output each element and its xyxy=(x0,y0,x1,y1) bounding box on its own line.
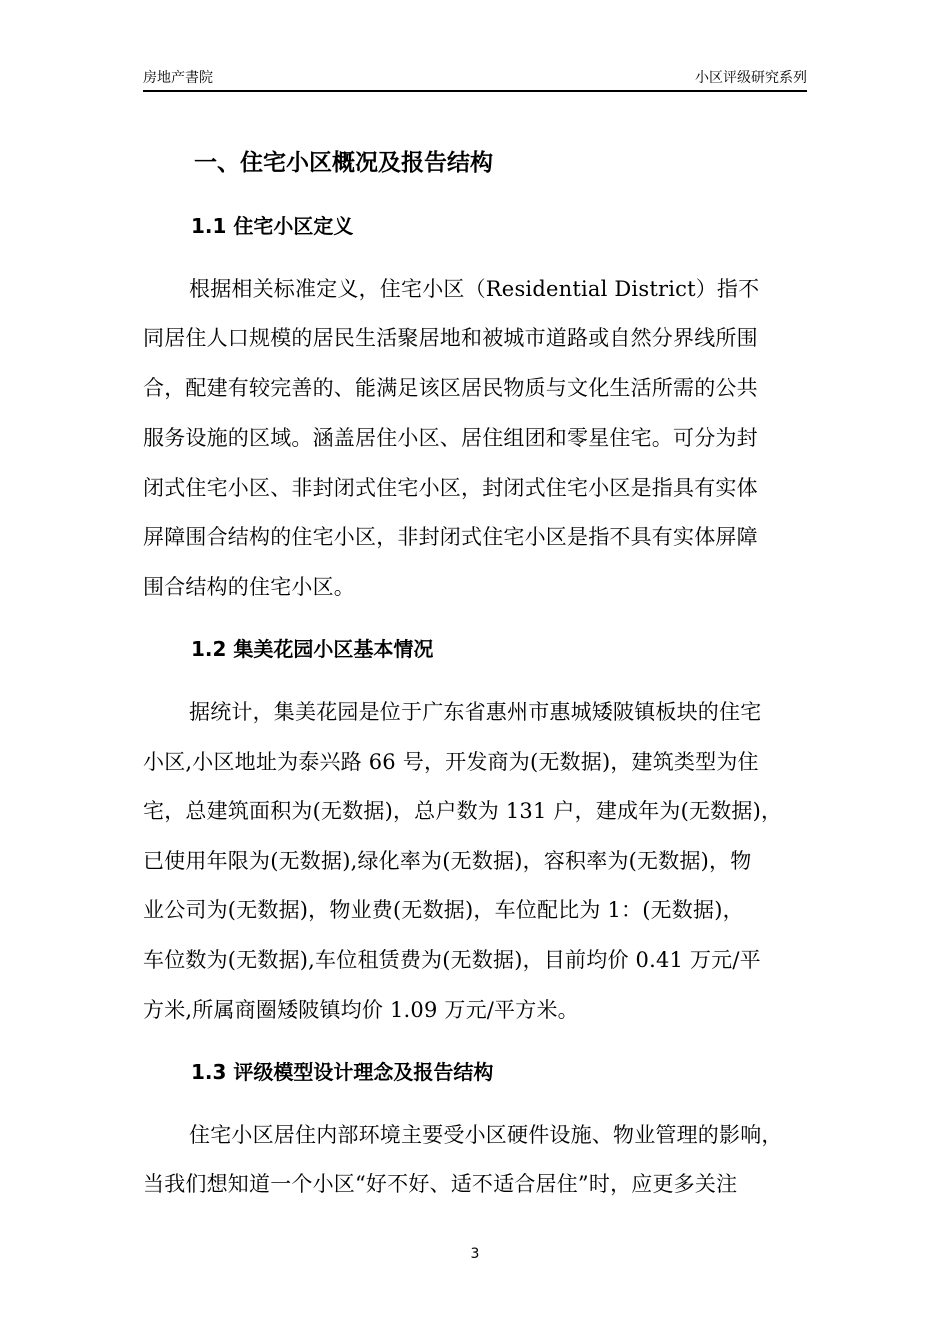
header-series-title: 小区评级研究系列 xyxy=(695,70,807,86)
paragraph-line: 方米,所属商圈矮陂镇均价 1.09 万元/平方米。 xyxy=(143,998,579,1022)
paragraph-line: 当我们想知道一个小区“好不好、适不适合居住”时，应更多关注 xyxy=(143,1172,738,1196)
paragraph-line: 闭式住宅小区、非封闭式住宅小区，封闭式住宅小区是指具有实体 xyxy=(143,476,758,500)
paragraph-line: 根据相关标准定义，住宅小区（Residential District）指不 xyxy=(189,277,760,301)
paragraph-line: 同居住人口规模的居民生活聚居地和被城市道路或自然分界线所围 xyxy=(143,326,758,350)
paragraph-line: 业公司为(无数据)，物业费(无数据)，车位配比为 1：(无数据)， xyxy=(143,898,744,922)
paragraph-line: 合，配建有较完善的、能满足该区居民物质与文化生活所需的公共 xyxy=(143,376,758,400)
chapter-title: 一、住宅小区概况及报告结构 xyxy=(194,150,493,176)
paragraph-line: 屏障围合结构的住宅小区，非封闭式住宅小区是指不具有实体屏障 xyxy=(143,525,758,549)
paragraph-line: 服务设施的区域。涵盖居住小区、居住组团和零星住宅。可分为封 xyxy=(143,426,758,450)
page-header xyxy=(143,68,807,92)
section-1-2-title: 1.2 集美花园小区基本情况 xyxy=(191,637,434,661)
paragraph-line: 宅，总建筑面积为(无数据)，总户数为 131 户，建成年为(无数据)， xyxy=(143,799,783,823)
paragraph-line: 围合结构的住宅小区。 xyxy=(143,575,355,599)
paragraph-line: 车位数为(无数据),车位租赁费为(无数据)，目前均价 0.41 万元/平 xyxy=(143,948,761,972)
paragraph-line: 已使用年限为(无数据),绿化率为(无数据)，容积率为(无数据)，物 xyxy=(143,849,752,873)
section-1-1-title: 1.1 住宅小区定义 xyxy=(191,214,354,238)
header-publisher: 房地产書院 xyxy=(143,70,213,86)
page-number: 3 xyxy=(470,1246,480,1262)
paragraph-line: 据统计，集美花园是位于广东省惠州市惠城矮陂镇板块的住宅 xyxy=(189,700,762,724)
paragraph-line: 住宅小区居住内部环境主要受小区硬件设施、物业管理的影响， xyxy=(189,1123,783,1147)
paragraph-line: 小区,小区地址为泰兴路 66 号，开发商为(无数据)，建筑类型为住 xyxy=(143,750,759,774)
section-1-3-title: 1.3 评级模型设计理念及报告结构 xyxy=(191,1060,494,1084)
